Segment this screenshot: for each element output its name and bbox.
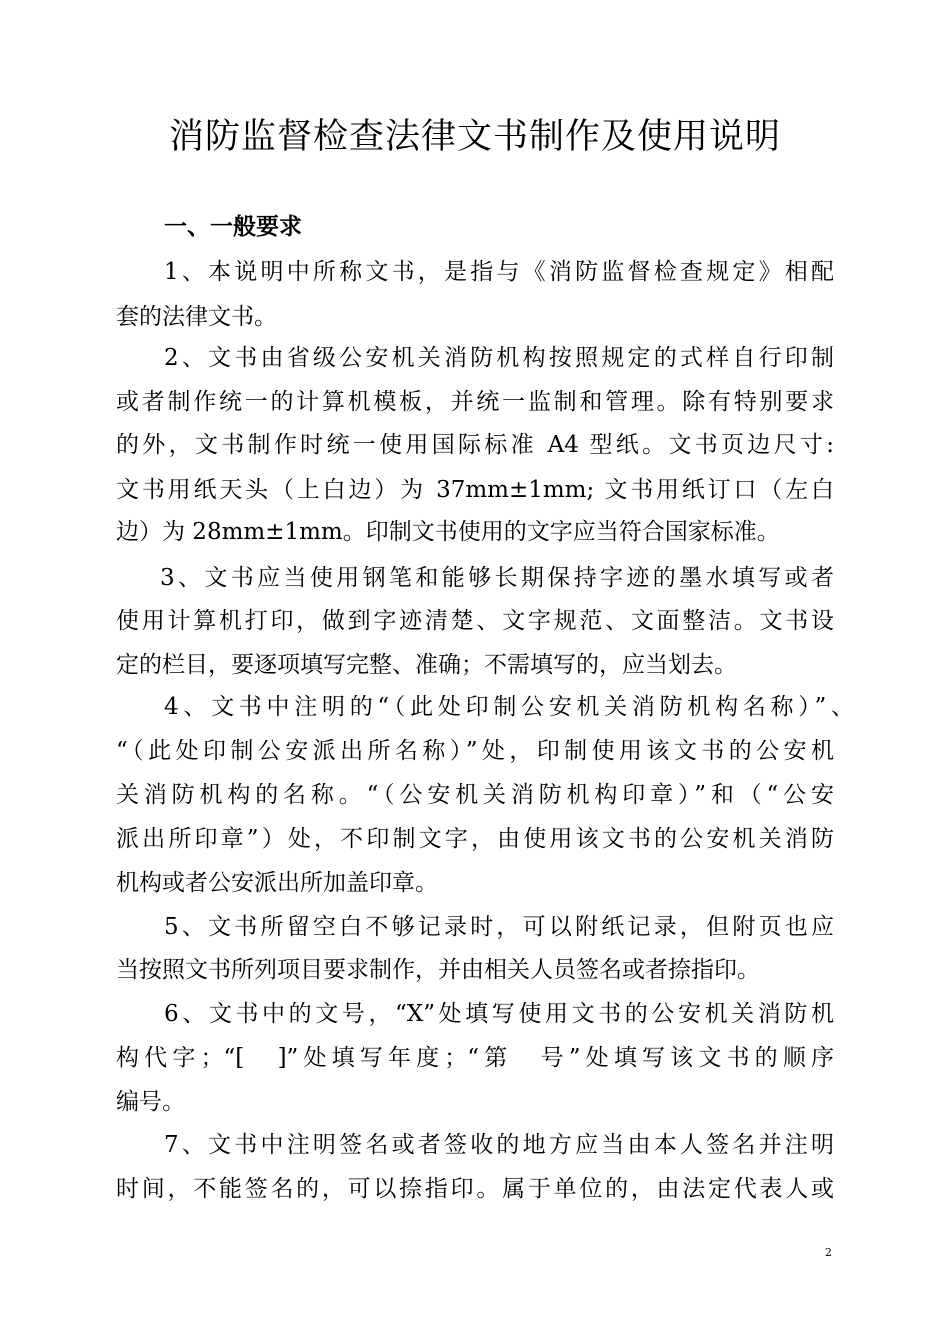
section-heading: 一、一般要求: [164, 214, 302, 240]
document-title: 消防监督检查法律文书制作及使用说明: [168, 117, 781, 157]
page-number: 2: [825, 1246, 832, 1259]
paragraph-line: 7、文书中注明签名或者签收的地方应当由本人签名并注明: [164, 1132, 834, 1158]
paragraph-line: 定的栏目，要逐项填写完整、准确；不需填写的，应当划去。: [116, 652, 737, 678]
paragraph-line: 关消防机构的名称。“（公安机关消防机构印章）”和（“公安: [116, 782, 834, 808]
paragraph-line: 或者制作统一的计算机模板，并统一监制和管理。除有特别要求: [116, 389, 834, 415]
paragraph-line: 5、文书所留空白不够记录时，可以附纸记录，但附页也应: [164, 914, 834, 940]
paragraph-line: 文书用纸天头（上白边）为 37mm±1mm; 文书用纸订口（左白: [116, 477, 834, 503]
paragraph-line: 编号。: [116, 1089, 185, 1115]
paragraph-line: 3、文书应当使用钢笔和能够长期保持字迹的墨水填写或者: [160, 565, 834, 591]
paragraph-line: 机构或者公安派出所加盖印章。: [116, 870, 438, 896]
paragraph-line: 构代字；“[ ]”处填写年度；“第 号”处填写该文书的顺序: [116, 1045, 834, 1071]
paragraph-line: 边）为 28mm±1mm。印制文书使用的文字应当符合国家标准。: [116, 519, 780, 545]
paragraph-line: 4、文书中注明的“（此处印制公安机关消防机构名称）”、: [164, 694, 854, 720]
paragraph-line: 使用计算机打印，做到字迹清楚、文字规范、文面整洁。文书设: [116, 608, 834, 634]
paragraph-line: “（此处印制公安派出所名称）”处，印制使用该文书的公安机: [116, 738, 834, 764]
paragraph-line: 1、本说明中所称文书，是指与《消防监督检查规定》相配: [164, 259, 834, 285]
paragraph-line: 的外，文书制作时统一使用国际标准 A4 型纸。文书页边尺寸:: [116, 432, 834, 458]
paragraph-line: 当按照文书所列项目要求制作，并由相关人员签名或者捺指印。: [116, 957, 760, 983]
paragraph-line: 派出所印章”）处，不印制文字，由使用该文书的公安机关消防: [116, 826, 834, 852]
paragraph-line: 2、文书由省级公安机关消防机构按照规定的式样自行印制: [164, 345, 834, 371]
paragraph-line: 时间，不能签名的，可以捺指印。属于单位的，由法定代表人或: [116, 1176, 834, 1202]
paragraph-line: 套的法律文书。: [116, 304, 277, 330]
paragraph-line: 6、文书中的文号，“X”处填写使用文书的公安机关消防机: [164, 1001, 834, 1027]
